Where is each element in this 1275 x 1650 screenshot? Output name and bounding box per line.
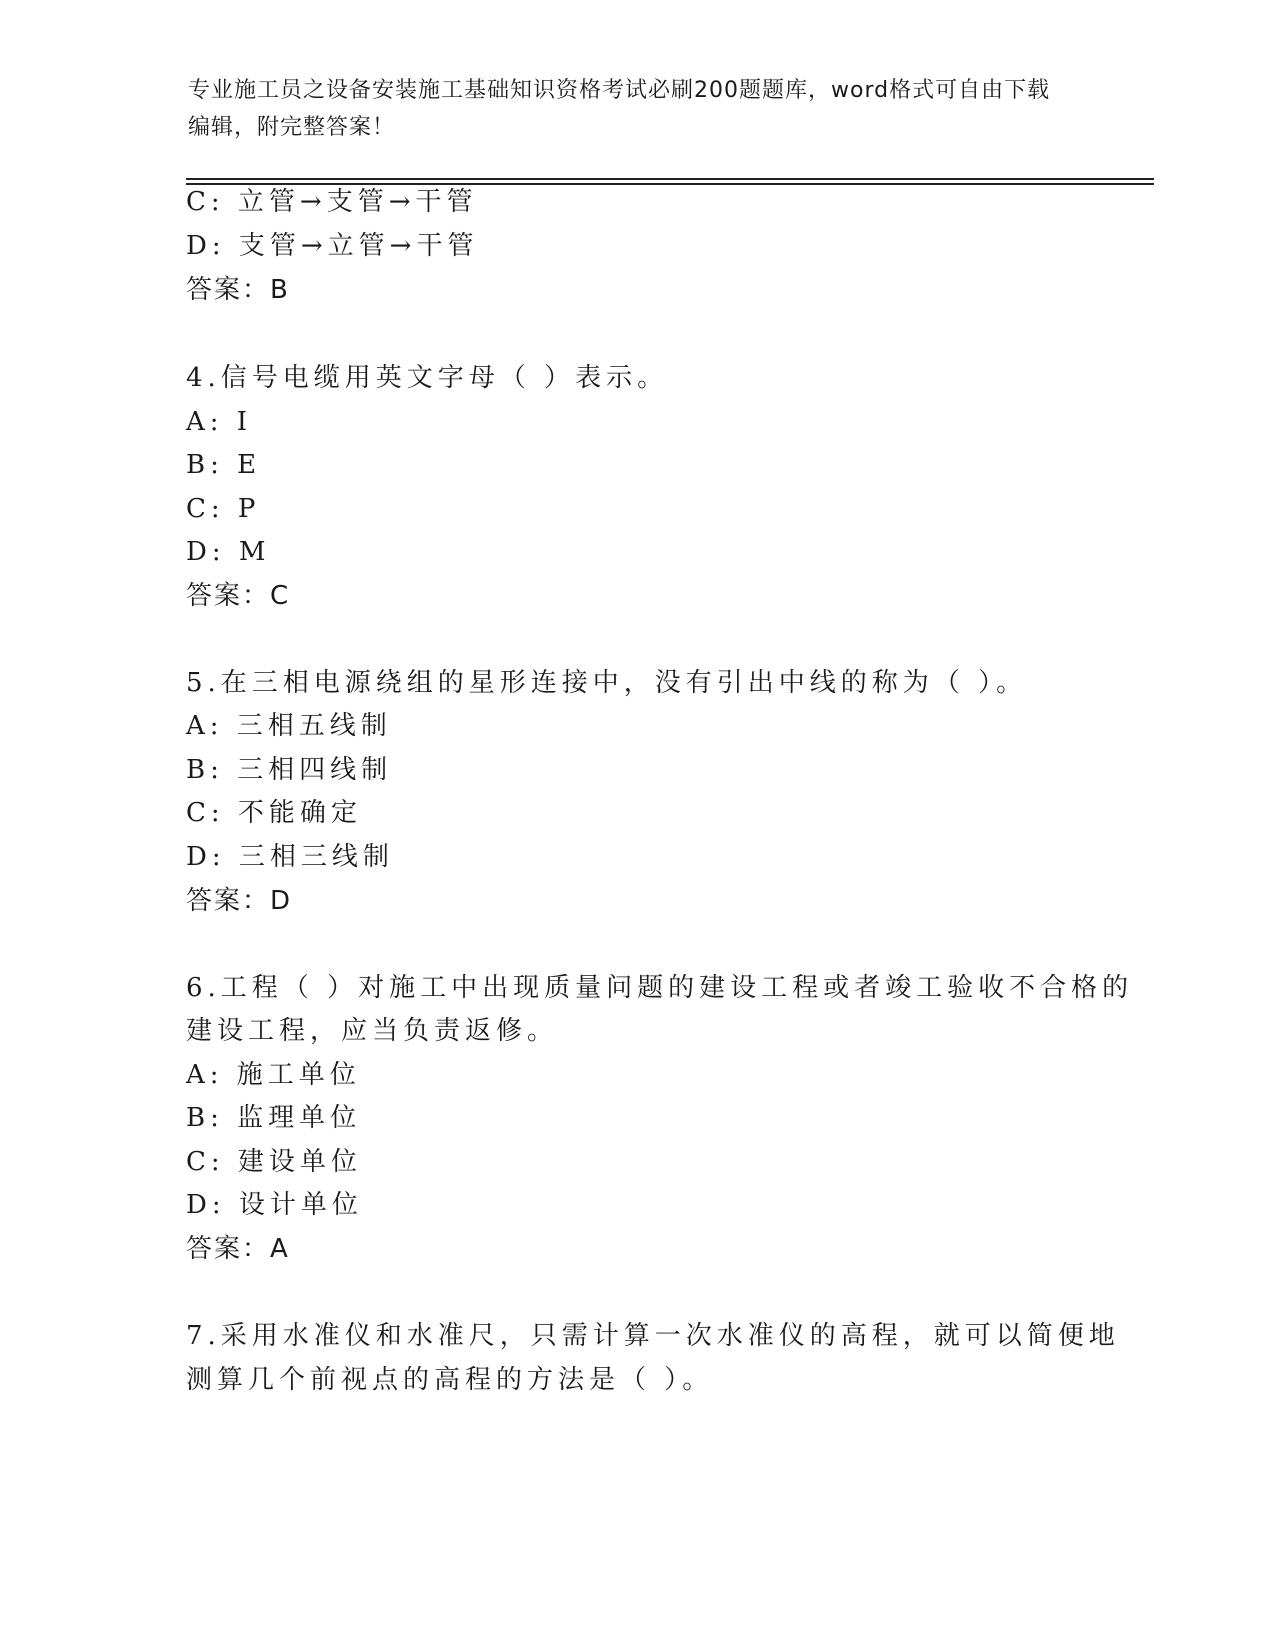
q5-stem: 5.在三相电源绕组的星形连接中，没有引出中线的称为（ ）。 (186, 668, 1028, 698)
q7-stem-line2: 测算几个前视点的高程的方法是（ ）。 (186, 1365, 714, 1395)
q4-option-a: A: I (186, 407, 253, 437)
q6-option-b: B: 监理单位 (186, 1103, 362, 1133)
q6-stem-line2: 建设工程，应当负责返修。 (186, 1016, 559, 1046)
q5-option-d: D: 三相三线制 (186, 842, 394, 872)
q6-option-a: A: 施工单位 (186, 1060, 361, 1090)
q4-option-d: D: M (186, 537, 271, 567)
q6-answer: 答案：A (186, 1234, 290, 1264)
q4-option-c: C: P (186, 494, 261, 524)
q4-answer: 答案：C (186, 581, 291, 611)
q7-stem-line1: 7.采用水准仪和水准尺，只需计算一次水准仪的高程，就可以简便地 (186, 1321, 1120, 1351)
q6-option-d: D: 设计单位 (186, 1190, 363, 1220)
q3-option-c: C: 立管→支管→干管 (186, 187, 478, 217)
q3-answer: 答案：B (186, 275, 290, 305)
document-header: 专业施工员之设备安装施工基础知识资格考试必刷200题题库，word格式可自由下载编辑，附完整答案！ (188, 78, 1051, 140)
q5-option-a: A: 三相五线制 (186, 711, 392, 741)
q4-option-b: B: E (186, 450, 262, 480)
q4-stem: 4.信号电缆用英文字母（ ）表示。 (186, 363, 669, 393)
q6-stem-line1: 6.工程（ ）对施工中出现质量问题的建设工程或者竣工验收不合格的 (186, 973, 1134, 1003)
q5-option-b: B: 三相四线制 (186, 755, 393, 785)
q6-option-c: C: 建设单位 (186, 1147, 362, 1177)
q5-option-c: C: 不能确定 (186, 798, 362, 828)
header-divider-top (186, 178, 1154, 180)
q3-option-d: D: 支管→立管→干管 (186, 231, 479, 261)
q5-answer: 答案：D (186, 886, 293, 916)
